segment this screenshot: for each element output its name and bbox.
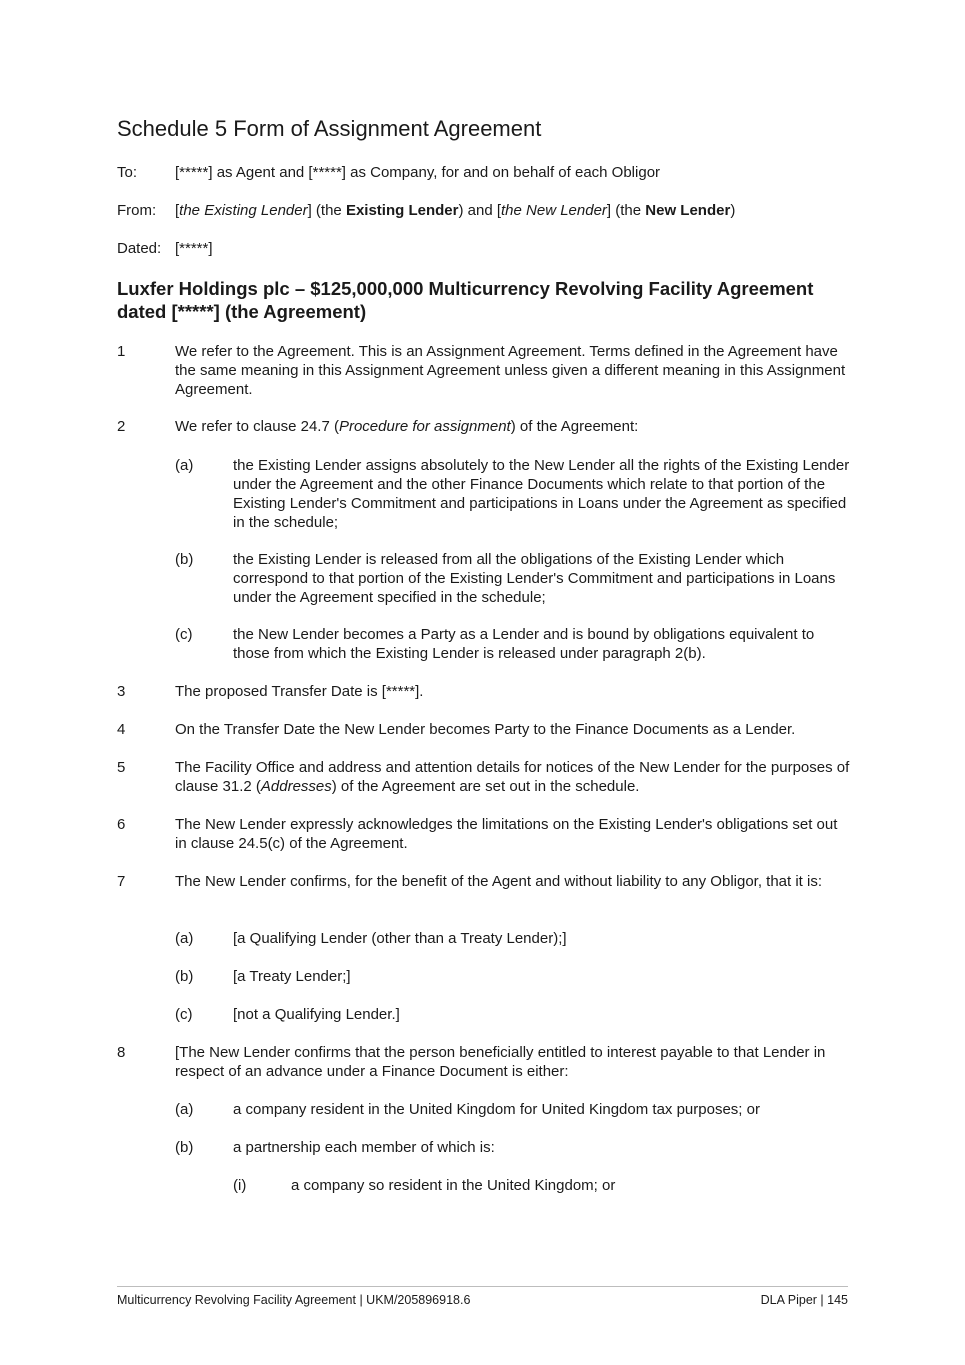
subsubclause-number: (i) (233, 1177, 247, 1194)
clause-text: We refer to the Agreement. This is an Assignment Agreement. Terms defined in the Agreement have the same meaning in this Assignment Agreement unless given a different meaning in this Assignment Agreement. (175, 343, 846, 398)
clause-number: 4 (117, 721, 126, 738)
footer-page-number: DLA Piper | 145 (760, 1293, 848, 1307)
subclause-number: (b) (175, 1139, 194, 1156)
clause-number: 7 (117, 873, 126, 890)
clause-number: 3 (117, 683, 126, 700)
from-label: From: (117, 202, 157, 219)
clause-text: The New Lender expressly acknowledges the limitations on the Existing Lender's obligations set out in clause 24.5(c) of the Agreement. (175, 816, 838, 852)
subclause-text: the Existing Lender is released from all the obligations of the Existing Lender which correspond to that portion of the Existing Lender's Commitment and participations in Loans under the Agreement specified in the schedule; (233, 551, 836, 606)
from-value: [the Existing Lender] (the Existing Lender) and [the New Lender] (the New Lender) (175, 202, 736, 219)
subclause-text: the New Lender becomes a Party as a Lender and is bound by obligations equivalent to those from which the Existing Lender is released under paragraph 2(b). (233, 626, 815, 662)
dated-value: [*****] (175, 240, 213, 257)
subclause-number: (b) (175, 551, 194, 568)
clause-number: 6 (117, 816, 126, 833)
subclause-text: the Existing Lender assigns absolutely to the New Lender all the rights of the Existing Lender under the Agreement and the other Finance Documents which relate to that portion of the Existing Lender's Commitment and participations in Loans under the Agreement as specified in the schedule; (233, 457, 850, 531)
clause-text: We refer to clause 24.7 (Procedure for assignment) of the Agreement: (175, 418, 639, 435)
clause-number: 5 (117, 759, 126, 776)
clause-number: 8 (117, 1044, 126, 1061)
subclause-number: (c) (175, 1006, 193, 1023)
subclause-number: (b) (175, 968, 194, 985)
clause-number: 1 (117, 343, 126, 360)
dated-label: Dated: (117, 240, 162, 257)
page-title: Schedule 5 Form of Assignment Agreement (117, 116, 542, 141)
clause-text: The proposed Transfer Date is [*****]. (175, 683, 424, 700)
footer-document-reference: Multicurrency Revolving Facility Agreement | UKM/205896918.6 (117, 1293, 471, 1307)
clause-text: The Facility Office and address and attention details for notices of the New Lender for the purposes of clause 31.2 (Addresses) of the Agreement are set out in the schedule. (175, 759, 850, 795)
clause-number: 2 (117, 418, 126, 435)
subclause-number: (a) (175, 1101, 194, 1118)
clause-text: [The New Lender confirms that the person beneficially entitled to interest payable to that Lender in respect of an advance under a Finance Document is either: (175, 1044, 826, 1080)
subclause-text: a partnership each member of which is: (233, 1139, 495, 1156)
subclause-number: (a) (175, 457, 194, 474)
to-value: [*****] as Agent and [*****] as Company, for and on behalf of each Obligor (175, 164, 661, 181)
agreement-heading: Luxfer Holdings plc – $125,000,000 Multicurrency Revolving Facility Agreement dated [*****] (the Agreement) (117, 278, 814, 322)
clause-text: The New Lender confirms, for the benefit of the Agent and without liability to any Obligor, that it is: (175, 873, 823, 890)
footer-divider (117, 1286, 848, 1287)
subclause-number: (c) (175, 626, 193, 643)
to-label: To: (117, 164, 138, 181)
subclause-number: (a) (175, 930, 194, 947)
subclause-text: [a Treaty Lender;] (233, 968, 351, 985)
subclause-text: [a Qualifying Lender (other than a Treaty Lender);] (233, 930, 567, 947)
subclause-text: [not a Qualifying Lender.] (233, 1006, 400, 1023)
subsubclause-text: a company so resident in the United Kingdom; or (291, 1177, 616, 1194)
subclause-text: a company resident in the United Kingdom for United Kingdom tax purposes; or (233, 1101, 760, 1118)
clause-text: On the Transfer Date the New Lender becomes Party to the Finance Documents as a Lender. (175, 721, 796, 738)
